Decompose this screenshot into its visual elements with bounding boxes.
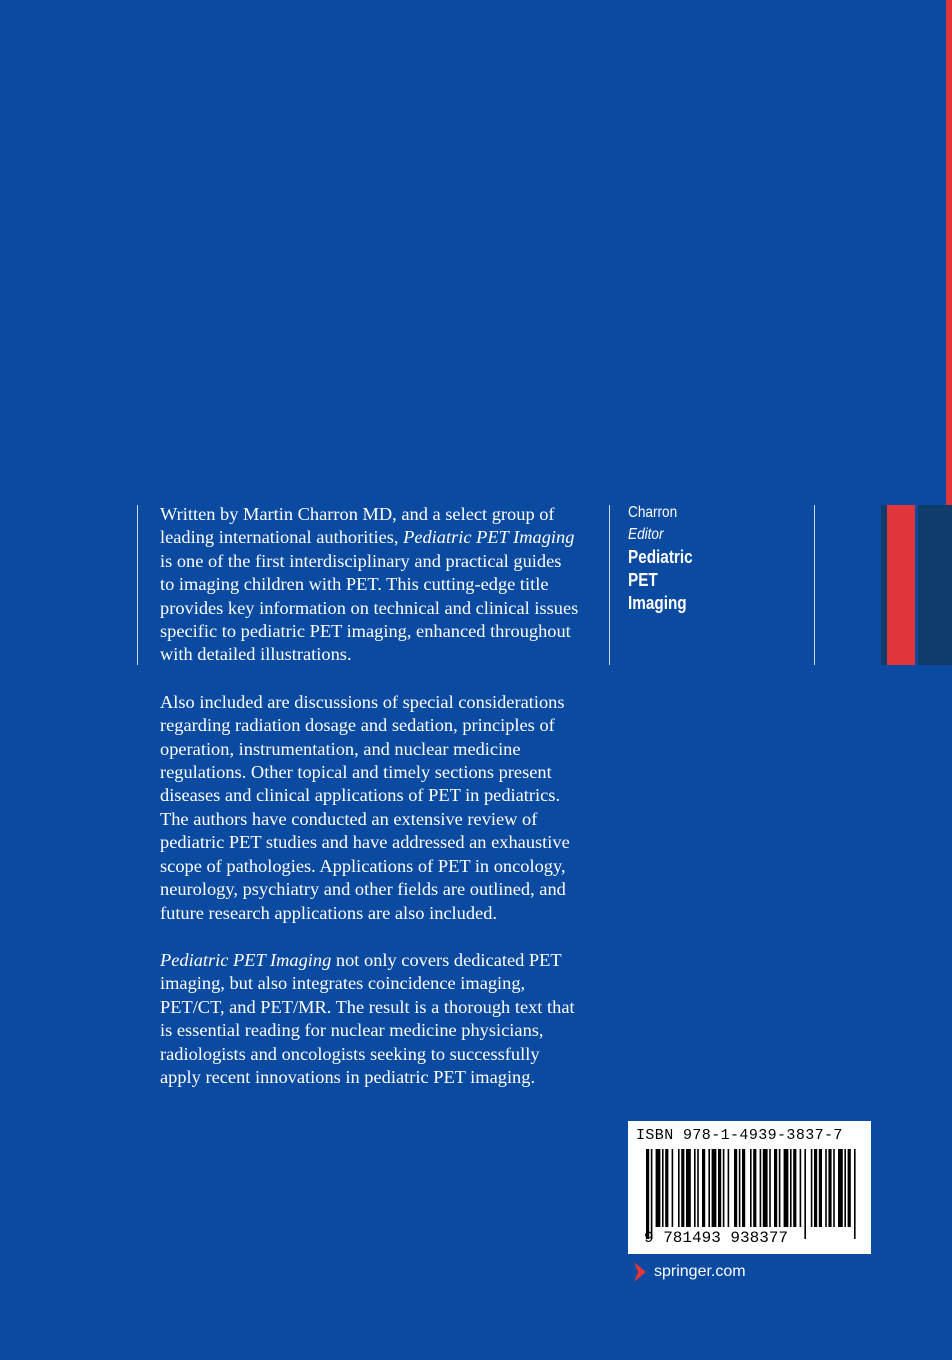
barcode-bar [814, 1149, 817, 1227]
barcode-bar [793, 1149, 796, 1227]
publisher-link[interactable] [634, 1262, 746, 1282]
barcode-bar [656, 1149, 661, 1227]
bar-navy-right [918, 505, 952, 665]
barcode-bar [844, 1149, 846, 1227]
bar-red [887, 505, 915, 665]
barcode-bar [800, 1149, 802, 1227]
barcode-bar [760, 1149, 762, 1227]
barcode-bar [702, 1149, 705, 1227]
barcode-bar [854, 1149, 856, 1239]
barcode-digits: 9 781493 938377 [644, 1229, 789, 1247]
barcode-bar [774, 1149, 777, 1227]
barcode-bar [718, 1149, 721, 1227]
barcode-bar [769, 1149, 771, 1227]
barcode-bar [734, 1149, 737, 1227]
barcode-bar [784, 1149, 789, 1227]
spine-color-bars [881, 505, 952, 665]
blurb-paragraph-1: Written by Martin Charron MD, and a select group of leading international authorities, Pediatric PET Imaging is one of the first interdisciplinary and practical guides to imaging children with PET. This cutting-edge title provides key information on technical and clinical issues specific to pediatric PET imaging, enhanced throughout with detailed illustrations. [160, 504, 579, 665]
barcode-bar [833, 1149, 835, 1227]
barcode-bar [825, 1149, 827, 1227]
barcode-bar [763, 1149, 768, 1227]
barcode-bar [651, 1149, 653, 1239]
barcode-bar [848, 1149, 851, 1227]
back-cover-blurb [160, 503, 580, 1113]
spine-title-line: PET [628, 570, 658, 590]
barcode-bar [694, 1149, 696, 1227]
barcode-bar [750, 1149, 752, 1227]
spine-author: Charron [628, 504, 678, 521]
blurb-paragraph-2: Also included are discussions of special considerations regarding radiation dosage and sedation, principles of operation, instrumentation, and nuclear medicine regulations. Other topical and timely sections present diseases and clinical applications of PET in pediatrics. The authors have conducted an extensive review of pediatric PET studies and have addressed an exhaustive scope of pathologies. Applications of PET in oncology, neurology, psychiatry and other fields are outlined, and future research applications are also included. [160, 691, 570, 923]
barcode-bar [739, 1149, 741, 1227]
barcode-bar [681, 1149, 684, 1227]
publisher-url: springer.com [654, 1263, 746, 1280]
barcode-bar [712, 1149, 717, 1227]
blurb-book-title: Pediatric PET Imaging [403, 527, 575, 548]
barcode-bar [779, 1149, 781, 1227]
barcode-bar [662, 1149, 664, 1227]
barcode-bar [819, 1149, 822, 1227]
isbn-barcode [628, 1121, 871, 1254]
barcode-bar [838, 1149, 843, 1227]
barcode-bar [723, 1149, 725, 1227]
barcode-bar [804, 1149, 806, 1239]
barcode-bar [742, 1149, 745, 1227]
barcode-bar [753, 1149, 756, 1227]
barcode-bar [697, 1149, 699, 1227]
barcode-bar [665, 1149, 668, 1227]
barcode-bar [708, 1149, 710, 1227]
barcode-bar [678, 1149, 680, 1227]
spine-role: Editor [628, 526, 664, 543]
isbn-label: ISBN 978-1-4939-3837-7 [636, 1127, 843, 1144]
blurb-book-title: Pediatric PET Imaging [160, 949, 332, 970]
blurb-paragraph-3: Pediatric PET Imaging not only covers dedicated PET imaging, but also integrates coincidence imaging, PET/CT, and PET/MR. The result is a thorough text that is essential reading for nuclear medicine physicians, radiologists and oncologists seeking to successfully apply recent innovations in pediatric PET imaging. [160, 949, 575, 1087]
barcode-bar [672, 1149, 674, 1227]
barcode-bar [646, 1149, 649, 1239]
chevron-right-icon [634, 1262, 646, 1282]
blurb-left-rule [137, 505, 138, 665]
barcode-bar [828, 1149, 831, 1227]
barcode-bar [728, 1149, 730, 1227]
barcode-bar [790, 1149, 792, 1227]
barcode-bar [811, 1149, 813, 1227]
spine-label [628, 502, 704, 615]
right-edge-red-stripe [946, 0, 952, 508]
spine-title-line: Pediatric [628, 547, 693, 567]
barcode-bar [686, 1149, 691, 1227]
spine-title-line: Imaging [628, 593, 687, 613]
